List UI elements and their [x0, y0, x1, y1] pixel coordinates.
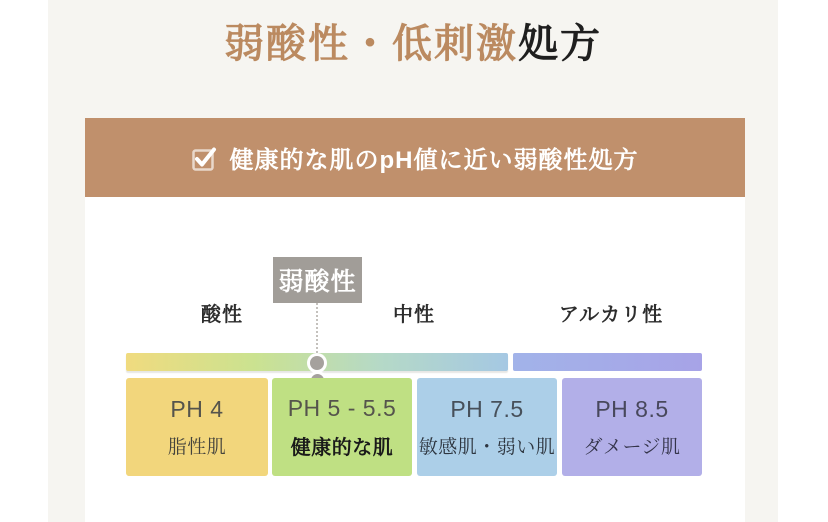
- skin-type-label: 健康的な肌: [290, 436, 394, 459]
- content-column: [48, 0, 778, 522]
- ph-value-label: PH 5 - 5.5: [287, 394, 397, 421]
- skin-type-label: ダメージ肌: [583, 436, 681, 458]
- weak-acid-badge: 弱酸性: [273, 257, 362, 303]
- page-title: [48, 20, 778, 68]
- axis-label-neutral: 中性: [393, 304, 435, 326]
- pointer-dot-on-bar: [310, 356, 324, 370]
- ph-block-damaged-skin: [562, 378, 702, 476]
- axis-label-acidic: 酸性: [201, 304, 243, 326]
- pointer-dotted-line: [316, 303, 318, 385]
- feature-banner: [85, 118, 745, 197]
- ph-value-label: PH 7.5: [450, 395, 524, 422]
- ph-block-oily-skin: [126, 378, 268, 476]
- checkbox-check-icon: [192, 147, 218, 171]
- ph-block-healthy-skin: [272, 378, 412, 476]
- page-title-rest: 処方: [518, 22, 602, 66]
- ph-gradient-bar-alkaline: [513, 353, 702, 371]
- skin-type-label: 敏感肌・弱い肌: [418, 436, 556, 458]
- banner-text: 健康的な肌のpH値に近い弱酸性処方: [229, 147, 639, 174]
- ph-value-label: PH 8.5: [595, 395, 669, 422]
- ph-block-sensitive-skin: [417, 378, 557, 476]
- ph-scale-diagram: [85, 197, 745, 522]
- ph-value-label: PH 4: [170, 395, 224, 422]
- page-title-accent: 弱酸性・低刺激: [224, 22, 518, 66]
- skin-type-label: 脂性肌: [167, 436, 227, 458]
- axis-label-alkaline: アルカリ性: [558, 304, 664, 326]
